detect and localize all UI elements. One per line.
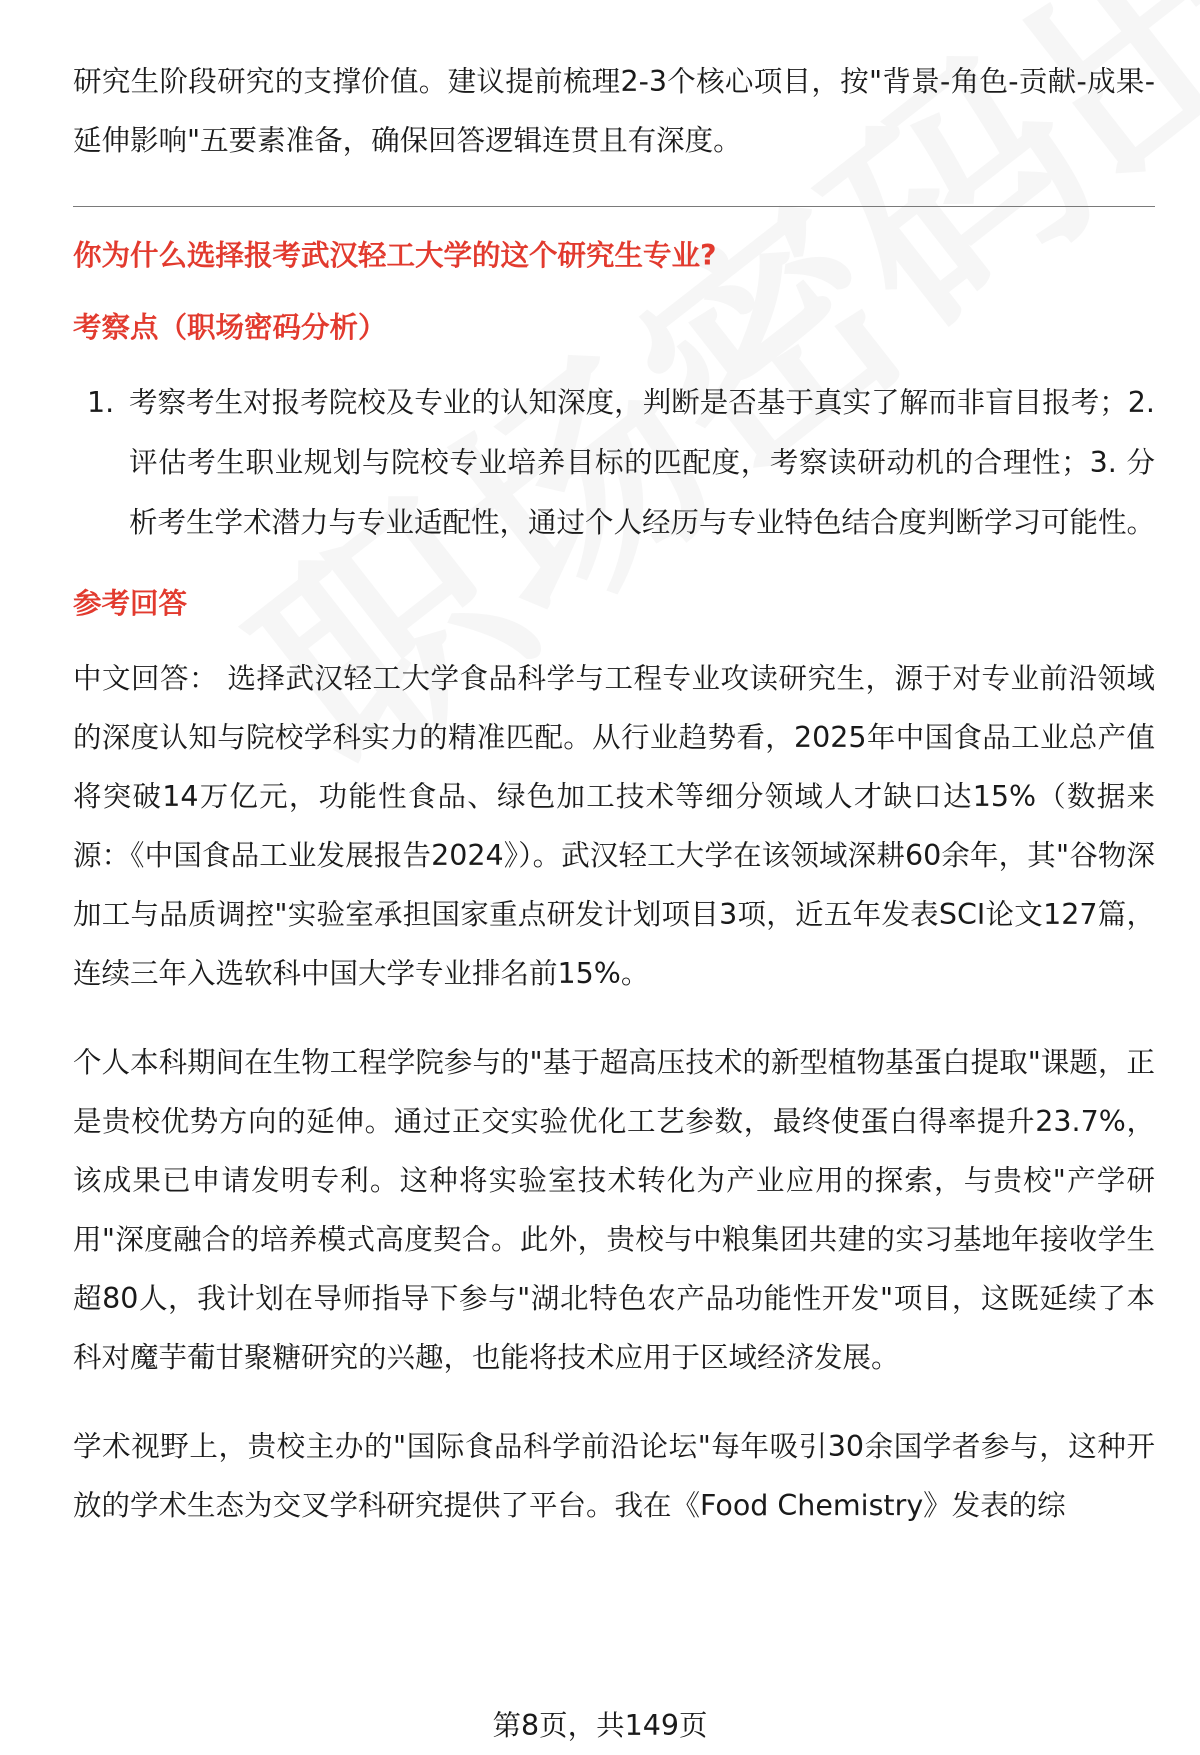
intro-paragraph: 研究生阶段研究的支撑价值。建议提前梳理2-3个核心项目，按"背景-角色-贡献-成果-延伸影响"五要素准备，确保回答逻辑连贯且有深度。 xyxy=(73,65,1155,157)
assessment-title: 考察点（职场密码分析） xyxy=(73,311,387,344)
question-title: 你为什么选择报考武汉轻工大学的这个研究生专业? xyxy=(73,239,717,272)
document-page xyxy=(73,52,1155,1535)
list-item-number: 1. xyxy=(87,386,115,419)
list-item xyxy=(73,373,1155,553)
reference-paragraph-2: 个人本科期间在生物工程学院参与的"基于超高压技术的新型植物基蛋白提取"课题，正是贵校优势方向的延伸。通过正交实验优化工艺参数，最终使蛋白得率提升23.7%，该成果已申请发明专利。这种将实验室技术转化为产业应用的探索，与贵校"产学研用"深度融合的培养模式高度契合。此外，贵校与中粮集团共建的实习基地年接收学生超80人，我计划在导师指导下参与"湖北特色农产品功能性开发"项目，这既延续了本科对魔芋葡甘聚糖研究的兴趣，也能将技术应用于区域经济发展。 xyxy=(73,1046,1155,1374)
list-item-text: 考察考生对报考院校及专业的认知深度，判断是否基于真实了解而非盲目报考；2. 评估考生职业规划与院校专业培养目标的匹配度，考察读研动机的合理性；3. 分析考生学术潜力与专业适配性，通过个人经历与专业特色结合度判断学习可能性。 xyxy=(129,386,1156,539)
section-divider xyxy=(73,206,1155,207)
reference-paragraph-3: 学术视野上，贵校主办的"国际食品科学前沿论坛"每年吸引30余国学者参与，这种开放的学术生态为交叉学科研究提供了平台。我在《Food Chemistry》发表的综 xyxy=(73,1430,1155,1522)
page-number-footer: 第8页，共149页 xyxy=(492,1709,708,1742)
reference-title: 参考回答 xyxy=(73,587,188,620)
reference-paragraph-1: 中文回答： 选择武汉轻工大学食品科学与工程专业攻读研究生，源于对专业前沿领域的深度认知与院校学科实力的精准匹配。从行业趋势看，2025年中国食品工业总产值将突破14万亿元，功能性食品、绿色加工技术等细分领域人才缺口达15%（数据来源：《中国食品工业发展报告2024》）。武汉轻工大学在该领域深耕60余年，其"谷物深加工与品质调控"实验室承担国家重点研发计划项目3项，近五年发表SCI论文127篇，连续三年入选软科中国大学专业排名前15%。 xyxy=(73,662,1155,990)
assessment-list xyxy=(73,373,1155,553)
